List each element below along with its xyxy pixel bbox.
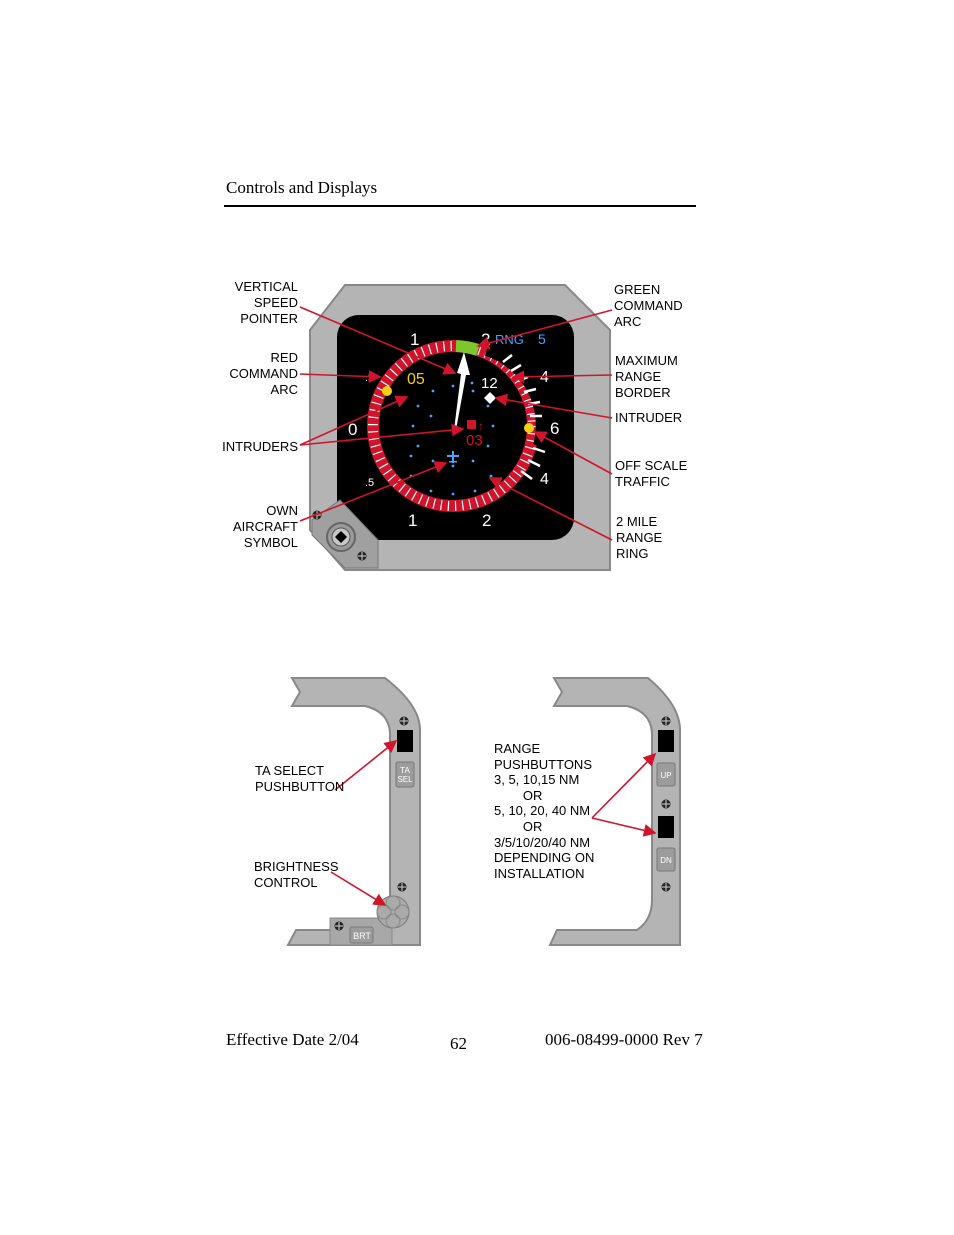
callout-off-scale-traffic: OFF SCALE TRAFFIC	[615, 458, 688, 489]
footer-page-number: 62	[450, 1034, 467, 1053]
screw-icon	[662, 800, 671, 809]
dn-label: DN	[660, 856, 672, 865]
screw-icon	[662, 717, 671, 726]
ta-sel-label-line1: TA	[400, 766, 410, 775]
callout-maximum-range-border: MAXIMUM RANGE BORDER	[615, 353, 678, 400]
screw-icon	[398, 883, 407, 892]
callout-range-pushbuttons: RANGE PUSHBUTTONS 3, 5, 10,15 NM OR 5, 10, 20, 40 NM OR 3/5/10/20/40 NM DEPENDING ON INSTALLATION	[494, 741, 595, 881]
callout-brightness-control: BRIGHTNESS CONTROL	[254, 859, 339, 890]
callout-red-command-arc: RED COMMAND ARC	[229, 350, 298, 397]
callout-ta-select-pushbutton: TA SELECT PUSHBUTTON	[255, 763, 345, 794]
scale-label-half-upper: .5	[365, 372, 375, 384]
intruder-traffic-advisory	[382, 386, 392, 396]
callout-two-mile-range-ring: 2 MILE RANGE RING	[616, 514, 663, 561]
brt-label: BRT	[353, 931, 371, 941]
intruder-resolution-advisory	[467, 420, 476, 429]
climb-arrow-icon: ↑	[478, 419, 484, 433]
scale-label-half-lower: .5	[365, 477, 375, 489]
scale-label-1-bottom: 1	[408, 511, 418, 530]
screw-icon	[662, 883, 671, 892]
intruder-altitude-05: 05	[407, 371, 425, 388]
range-down-pushbutton[interactable]	[658, 816, 674, 838]
callout-vertical-speed-pointer: VERTICAL SPEED POINTER	[234, 279, 298, 326]
scale-label-0: 0	[348, 420, 358, 439]
scale-label-1-top: 1	[410, 330, 420, 349]
screw-icon	[358, 552, 367, 561]
up-label: UP	[660, 771, 672, 780]
range-up-pushbutton[interactable]	[658, 730, 674, 752]
intruder-altitude-03: 03	[466, 432, 483, 449]
off-scale-traffic	[524, 423, 534, 433]
screw-icon	[400, 717, 409, 726]
page-header-title: Controls and Displays	[226, 178, 378, 197]
brightness-knob[interactable]	[377, 896, 409, 928]
footer-effective-date: Effective Date 2/04	[226, 1030, 359, 1049]
traffic-display-unit	[310, 285, 610, 570]
callout-intruder: INTRUDER	[615, 410, 683, 425]
footer-doc-number: 006-08499-0000 Rev 7	[545, 1030, 703, 1049]
scale-label-2-top: 2	[481, 330, 491, 349]
callout-arrows-bottom	[331, 741, 655, 905]
range-value: 5	[538, 331, 546, 347]
ta-sel-label-line2: SEL	[397, 775, 413, 784]
screw-icon	[335, 922, 344, 931]
callout-intruders: INTRUDERS	[222, 439, 298, 454]
scale-label-6: 6	[550, 419, 560, 438]
range-label: RNG	[495, 332, 524, 347]
left-bezel-section	[288, 678, 420, 945]
green-command-arc	[456, 346, 478, 350]
scale-label-4-lower: 4	[540, 471, 549, 488]
ta-select-pushbutton[interactable]	[397, 730, 413, 752]
callout-green-command-arc: GREEN COMMAND ARC	[614, 282, 683, 329]
intruder-altitude-12: 12	[481, 375, 498, 392]
scale-label-2-bottom: 2	[482, 511, 492, 530]
scale-label-4-upper: 4	[540, 369, 549, 386]
callout-own-aircraft-symbol: OWN AIRCRAFT SYMBOL	[233, 503, 298, 550]
